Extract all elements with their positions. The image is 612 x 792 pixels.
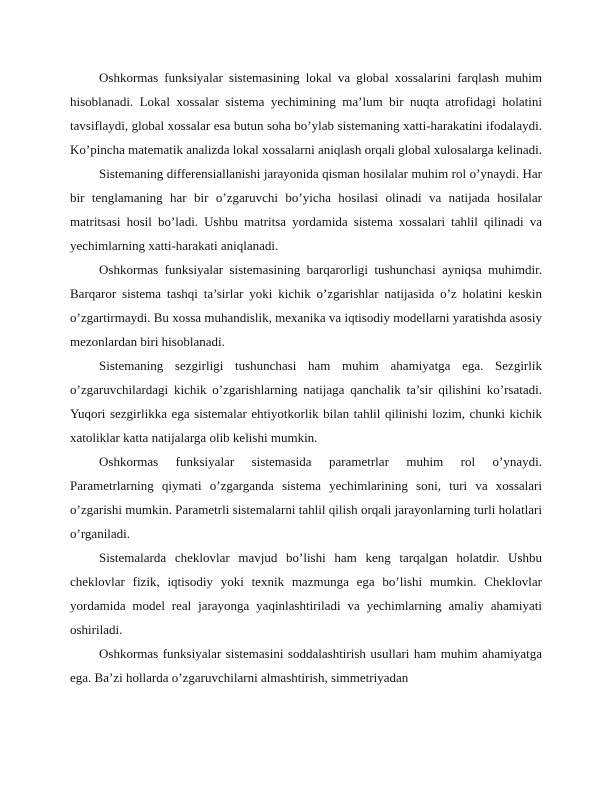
paragraph-sensitivity: Sistemaning sezgirligi tushunchasi ham muhim ahamiyatga ega. Sezgirlik o’zgaruvchilardagi kichik o’zgarishlarning natijaga qanchalik ta’sir qilishini ko’rsatadi. Yuqori sezgirlikka ega sistemalar ehtiyotkorlik bilan tahlil qilinishi lozim, chunki kichik xatoliklar katta natijalarga olib kelishi mumkin. (70, 358, 542, 445)
paragraph-local-global-properties: Oshkormas funksiyalar sistemasining lokal va global xossalarini farqlash muhim hisoblanadi. Lokal xossalar sistema yechimining ma’lum bir nuqta atrofidagi holatini tavsiflaydi, global xossalar esa butun soha bo’ylab sistemaning xatti-harakatini ifodalaydi. Ko’pincha matematik analizda lokal xossalarni aniqlash orqali global xulosalarga kelinadi. (70, 70, 542, 157)
paragraph-stability: Oshkormas funksiyalar sistemasining barqarorligi tushunchasi ayniqsa muhimdir. Barqaror sistema tashqi ta’sirlar yoki kichik o’zgarishlar natijasida o’z holatini keskin o’zgartirmaydi. Bu xossa muhandislik, mexanika va iqtisodiy modellarni yaratishda asosiy mezonlardan biri hisoblanadi. (70, 262, 542, 349)
paragraph-differentiation: Sistemaning differensiallanishi jarayonida qisman hosilalar muhim rol o’ynaydi. Har bir tenglamaning har bir o’zgaruvchi bo’yicha hosilasi olinadi va natijada hosilalar matritsasi hosil bo’ladi. Ushbu matritsa yordamida sistema xossalari tahlil qilinadi va yechimlarning xatti-harakati aniqlanadi. (70, 166, 542, 253)
document-body (70, 66, 542, 690)
paragraph-parameters: Oshkormas funksiyalar sistemasida parametrlar muhim rol o’ynaydi. Parametrlarning qiymati o’zgarganda sistema yechimlarining soni, turi va xossalari o’zgarishi mumkin. Parametrli sistemalarni tahlil qilish orqali jarayonlarning turli holatlari o’rganiladi. (70, 454, 542, 541)
paragraph-constraints: Sistemalarda cheklovlar mavjud bo’lishi ham keng tarqalgan holatdir. Ushbu cheklovlar fizik, iqtisodiy yoki texnik mazmunga ega bo’lishi mumkin. Cheklovlar yordamida model real jarayonga yaqinlashtiriladi va yechimlarning amaliy ahamiyati oshiriladi. (70, 550, 542, 637)
paragraph-simplification: Oshkormas funksiyalar sistemasini soddalashtirish usullari ham muhim ahamiyatga ega. Ba’zi hollarda o’zgaruvchilarni almashtirish, simmetriyadan (70, 646, 542, 685)
